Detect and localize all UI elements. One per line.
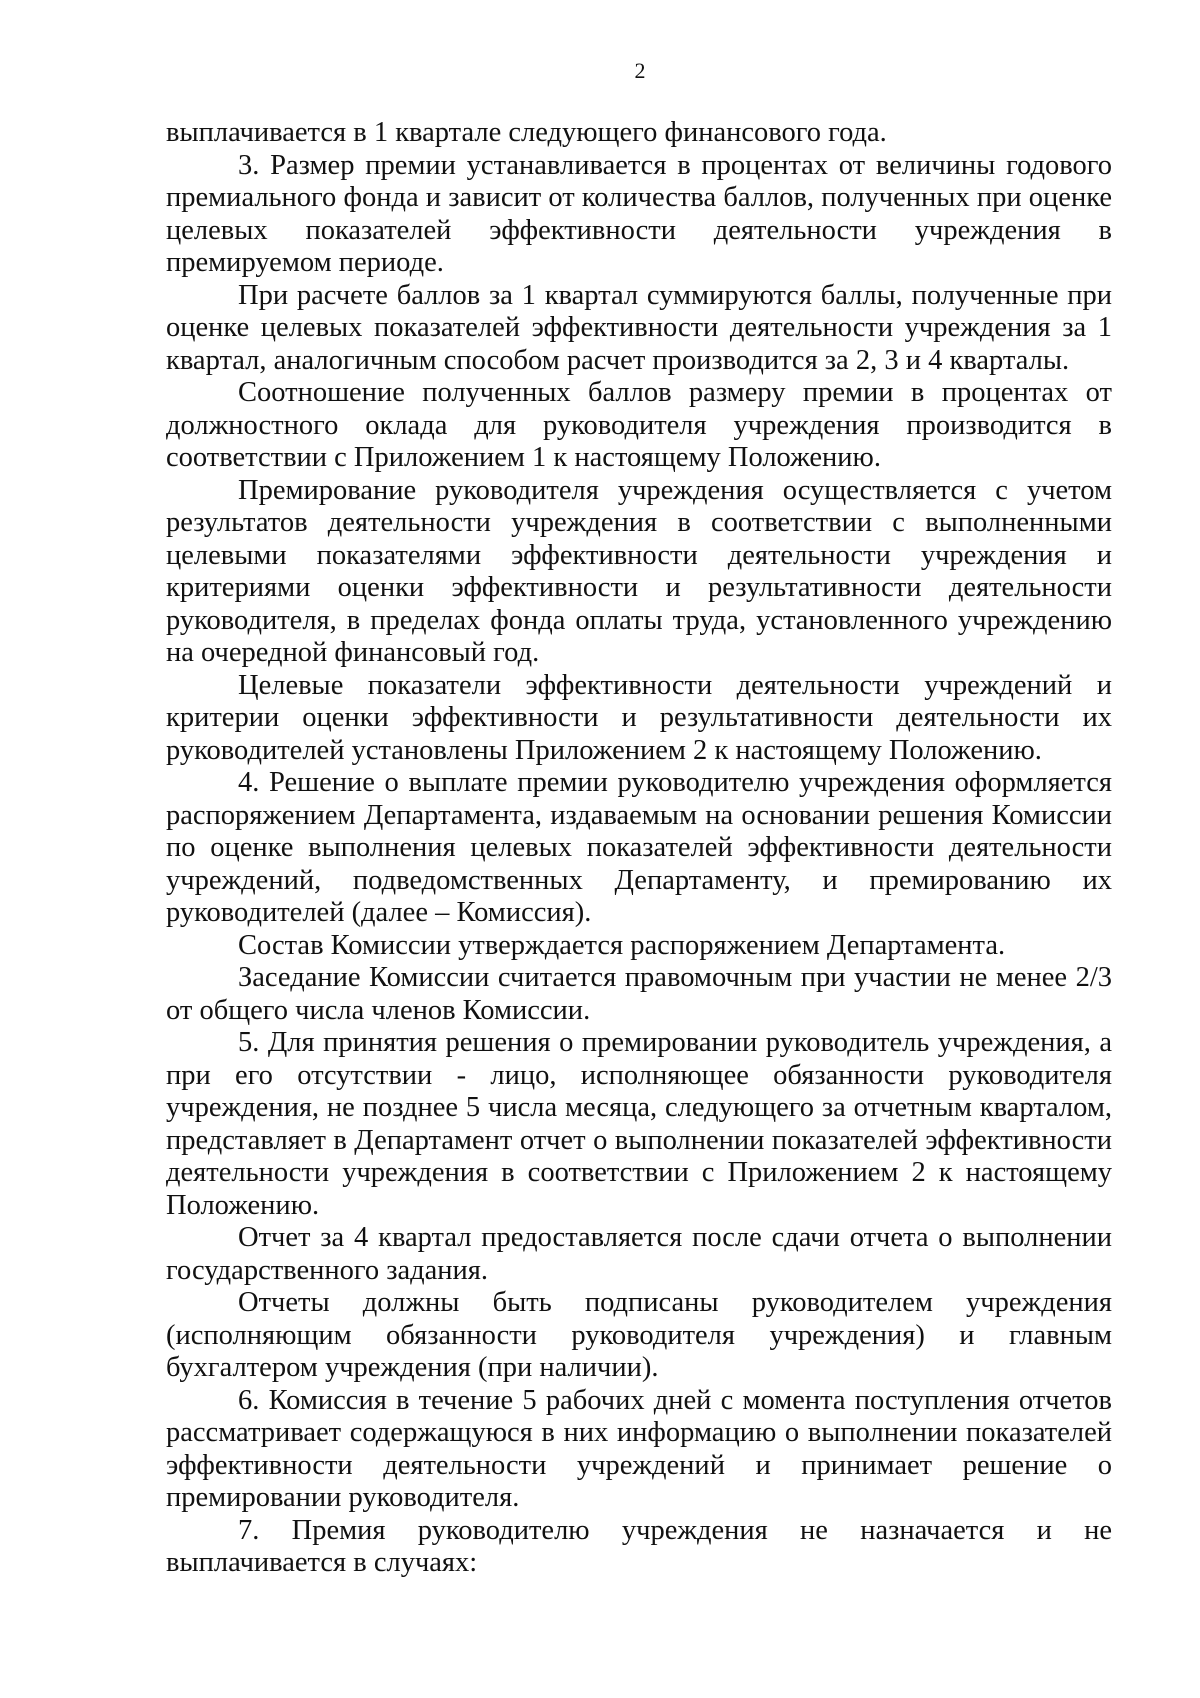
document-body xyxy=(166,117,1112,1580)
paragraph-target-indicators: Целевые показатели эффективности деятельности учреждений и критерии оценки эффективности и результативности деятельности их руководителей установлены Приложением 2 к настоящему Положению. xyxy=(166,669,1112,766)
paragraph-item-7: 7. Премия руководителю учреждения не назначается и не выплачивается в случаях: xyxy=(166,1514,1112,1578)
paragraph-q4-report: Отчет за 4 квартал предоставляется после сдачи отчета о выполнении государственного задания. xyxy=(166,1222,1112,1286)
paragraph-item-4: 4. Решение о выплате премии руководителю учреждения оформляется распоряжением Департамента, издаваемым на основании решения Комиссии по оценке выполнения целевых показателей эффективности деятельности учреждений, подведомственных Департаменту, и премированию их руководителей (далее – Комиссия). xyxy=(166,767,1112,928)
paragraph-quarter-calculation: При расчете баллов за 1 квартал суммируются баллы, полученные при оценке целевых показателей эффективности деятельности учреждения за 1 квартал, аналогичным способом расчет производится за 2, 3 и 4 кварталы. xyxy=(166,279,1112,376)
paragraph-commission-composition: Состав Комиссии утверждается распоряжением Департамента. xyxy=(238,929,1006,961)
paragraph-bonus-basis: Премирование руководителя учреждения осуществляется с учетом результатов деятельности учреждения в соответствии с выполненными целевыми показателями эффективности деятельности учреждения и критериями оценки эффективности и результативности деятельности руководителя, в пределах фонда оплаты труда, установленного учреждению на очередной финансовый год. xyxy=(166,474,1112,668)
paragraph-item-3: 3. Размер премии устанавливается в процентах от величины годового премиального фонда и зависит от количества баллов, полученных при оценке целевых показателей эффективности деятельности учреждения в премируемом периоде. xyxy=(166,149,1112,278)
paragraph-commission-quorum: Заседание Комиссии считается правомочным при участии не менее 2/3 от общего числа членов Комиссии. xyxy=(166,962,1112,1026)
paragraph-item-5: 5. Для принятия решения о премировании руководитель учреждения, а при его отсутствии - лицо, исполняющее обязанности руководителя учреждения, не позднее 5 числа месяца, следующего за отчетным кварталом, представляет в Департамент отчет о выполнении показателей эффективности деятельности учреждения в соответствии с Приложением 2 к настоящему Положению. xyxy=(166,1027,1112,1221)
paragraph-item-6: 6. Комиссия в течение 5 рабочих дней с момента поступления отчетов рассматривает содержащуюся в них информацию о выполнении показателей эффективности деятельности учреждений и принимает решение о премировании руководителя. xyxy=(166,1384,1112,1513)
paragraph-report-signatures: Отчеты должны быть подписаны руководителем учреждения (исполняющим обязанности руководителя учреждения) и главным бухгалтером учреждения (при наличии). xyxy=(166,1287,1112,1383)
page-number: 2 xyxy=(634,58,646,83)
paragraph-continuation: выплачивается в 1 квартале следующего финансового года. xyxy=(166,117,887,148)
paragraph-score-ratio: Соотношение полученных баллов размеру премии в процентах от должностного оклада для руководителя учреждения производится в соответствии с Приложением 1 к настоящему Положению. xyxy=(166,377,1112,473)
